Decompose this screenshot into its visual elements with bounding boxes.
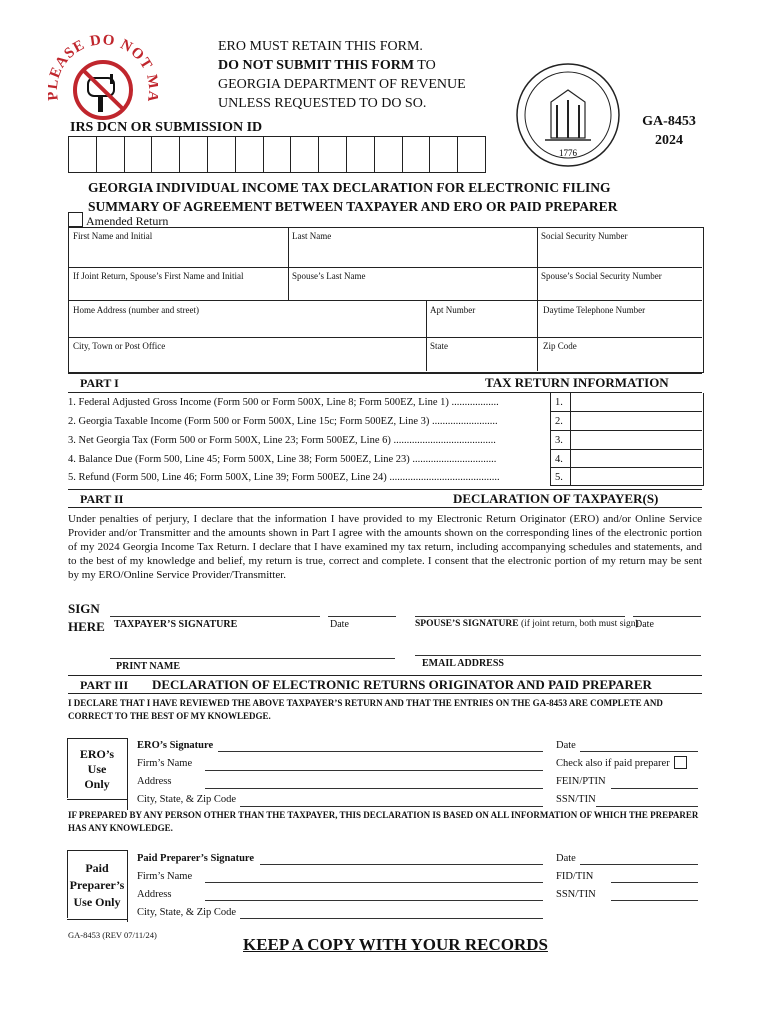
ero-address-line[interactable] <box>205 788 543 789</box>
part3-heading: DECLARATION OF ELECTRONIC RETURNS ORIGINATOR AND PAID PREPARER <box>152 677 652 692</box>
form-year: 2024 <box>655 133 683 148</box>
ero-fein-label: FEIN/PTIN <box>556 776 606 787</box>
preparer-firm-label: Firm’s Name <box>137 871 193 882</box>
part2-label: PART II <box>80 492 124 506</box>
notice-line4: UNLESS REQUESTED TO DO SO. <box>218 96 427 111</box>
seal-year: 1776 <box>559 148 577 158</box>
notice-line1: ERO MUST RETAIN THIS FORM. <box>218 39 423 54</box>
zip-code-field[interactable]: Zip Code <box>543 341 577 351</box>
ero-fein-line[interactable] <box>611 788 698 789</box>
preparer-city-line[interactable] <box>240 918 543 919</box>
ero-signature-label: ERO’s Signature <box>137 740 214 751</box>
preparer-signature-label: Paid Preparer’s Signature <box>137 853 255 864</box>
sign-label: SIGN <box>68 601 100 616</box>
part1-line-3: 3. Net Georgia Tax (Form 500 or Form 500X, Line 23; Form 500EZ, Line 6) ....................................... <box>68 435 496 446</box>
amount-box-1[interactable]: 1. <box>555 397 563 408</box>
paid-preparer-use-only-box: Paid Preparer’s Use Only <box>67 850 127 920</box>
ero-firm-line[interactable] <box>205 770 543 771</box>
keep-copy-notice: KEEP A COPY WITH YOUR RECORDS <box>243 935 548 954</box>
preparer-ssn-line[interactable] <box>611 900 698 901</box>
irs-dcn-label: IRS DCN OR SUBMISSION ID <box>70 120 263 135</box>
paid-preparer-check-label: Check also if paid preparer <box>556 758 670 769</box>
state-field[interactable]: State <box>430 341 448 351</box>
part1-label: PART I <box>80 376 119 390</box>
preparer-fid-label: FID/TIN <box>556 871 594 882</box>
taxpayer-date-label: Date <box>330 619 349 630</box>
preparer-address-label: Address <box>137 889 172 900</box>
ero-signature-line[interactable] <box>218 751 543 752</box>
do-not-mail-stamp <box>48 30 158 125</box>
part1-amount-boxes <box>550 393 704 486</box>
amount-box-3[interactable]: 3. <box>555 435 563 446</box>
part1-heading: TAX RETURN INFORMATION <box>485 375 669 390</box>
ssn-field[interactable]: Social Security Number <box>541 231 628 241</box>
amended-return-label: Amended Return <box>86 214 169 228</box>
spouse-signature-line[interactable] <box>415 616 625 617</box>
irs-dcn-input[interactable] <box>68 136 486 173</box>
taxpayer-signature-line[interactable] <box>110 616 320 617</box>
print-name-label: PRINT NAME <box>116 661 180 672</box>
ero-ssn-line[interactable] <box>596 806 698 807</box>
ero-declaration-text: I DECLARE THAT I HAVE REVIEWED THE ABOVE TAXPAYER’S RETURN AND THAT THE ENTRIES ON THE GA-8453 ARE COMPLETE AND CORRECT TO THE BEST OF MY KNOWLEDGE. <box>68 698 663 721</box>
ero-city-label: City, State, & Zip Code <box>137 794 237 805</box>
ero-city-line[interactable] <box>240 806 543 807</box>
notice-line3: GEORGIA DEPARTMENT OF REVENUE <box>218 77 466 92</box>
taxpayer-signature-label: TAXPAYER’S SIGNATURE <box>114 619 238 630</box>
notice-line2: DO NOT SUBMIT THIS FORM TO <box>218 58 436 73</box>
preparer-address-line[interactable] <box>205 900 543 901</box>
taxpayer-date-line[interactable] <box>328 616 396 617</box>
form-title-line2: SUMMARY OF AGREEMENT BETWEEN TAXPAYER AND ERO OR PAID PREPARER <box>88 199 618 214</box>
form-title-line1: GEORGIA INDIVIDUAL INCOME TAX DECLARATION FOR ELECTRONIC FILING <box>88 180 611 195</box>
last-name-field[interactable]: Last Name <box>292 231 332 241</box>
preparer-fid-line[interactable] <box>611 882 698 883</box>
ero-firm-label: Firm’s Name <box>137 758 193 769</box>
preparer-ssn-label: SSN/TIN <box>556 889 596 900</box>
preparer-date-line[interactable] <box>580 864 698 865</box>
ero-date-label: Date <box>556 740 576 751</box>
part3-label: PART III <box>80 678 129 692</box>
state-seal-icon <box>513 60 623 170</box>
preparer-signature-line[interactable] <box>260 864 543 865</box>
amount-box-2[interactable]: 2. <box>555 416 563 427</box>
daytime-phone-field[interactable]: Daytime Telephone Number <box>543 305 646 315</box>
email-address-label: EMAIL ADDRESS <box>422 658 504 669</box>
spouse-signature-label: SPOUSE’S SIGNATURE (if joint return, both must sign) <box>415 619 639 629</box>
spouse-date-label: Date <box>635 619 654 630</box>
spouse-last-name-field[interactable]: Spouse’s Last Name <box>292 271 366 281</box>
email-address-line[interactable] <box>415 655 701 656</box>
form-number: GA-8453 <box>642 114 696 129</box>
print-name-line[interactable] <box>110 658 395 659</box>
preparer-firm-line[interactable] <box>205 882 543 883</box>
home-address-field[interactable]: Home Address (number and street) <box>73 305 199 315</box>
part1-line-4: 4. Balance Due (Form 500, Line 45; Form 500X, Line 38; Form 500EZ, Line 23) ................................ <box>68 454 497 465</box>
spouse-date-line[interactable] <box>633 616 701 617</box>
first-name-field[interactable]: First Name and Initial <box>73 231 153 241</box>
georgia-seal <box>513 60 623 170</box>
ero-ssn-label: SSN/TIN <box>556 794 596 805</box>
amount-box-4[interactable]: 4. <box>555 454 563 465</box>
paid-preparer-checkbox[interactable] <box>674 756 687 769</box>
amount-box-5[interactable]: 5. <box>555 472 563 483</box>
form-revision: GA-8453 (REV 07/11/24) <box>68 930 157 940</box>
part1-line-2: 2. Georgia Taxable Income (Form 500 or Form 500X, Line 15c; Form 500EZ, Line 3) ......................... <box>68 416 498 427</box>
here-label: HERE <box>68 619 105 634</box>
ero-date-line[interactable] <box>580 751 698 752</box>
preparer-city-label: City, State, & Zip Code <box>137 907 237 918</box>
preparer-date-label: Date <box>556 853 576 864</box>
amended-return-checkbox[interactable] <box>68 212 83 227</box>
spouse-first-name-field[interactable]: If Joint Return, Spouse’s First Name and Initial <box>73 271 244 281</box>
part2-heading: DECLARATION OF TAXPAYER(S) <box>453 491 659 506</box>
city-field[interactable]: City, Town or Post Office <box>73 341 166 351</box>
stamp-ring-text: EASE DO NOT <box>48 32 156 81</box>
preparer-declaration-text: IF PREPARED BY ANY PERSON OTHER THAN THE TAXPAYER, THIS DECLARATION IS BASED ON ALL INFORMATION OF WHICH THE PREPARER HAS ANY KNOWLEDGE. <box>68 810 699 833</box>
taxpayer-declaration-text: Under penalties of perjury, I declare that the information I have provided to my Electronic Return Originator (ERO) and/or Online Service Provider and/or Transmitter and the amounts shown in Part I agree with the amounts shown on the corresponding lines of the electronic portion of my 2024 Georgia Income Tax Return. I declare that I have examined my tax return, including accompanying schedules and statements, and to the best of my knowledge and belief, my return is true, correct and complete. I consent that the electronic portion of my return may be sent by my ERO/Online Service Provider/Transmitter. <box>68 513 702 581</box>
ero-use-only-box: ERO’s Use Only <box>67 738 127 800</box>
no-mail-icon <box>48 30 158 125</box>
part1-line-1: 1. Federal Adjusted Gross Income (Form 500 or Form 500X, Line 8; Form 500EZ, Line 1) .................. <box>68 397 499 408</box>
ero-address-label: Address <box>137 776 172 787</box>
apt-number-field[interactable]: Apt Number <box>430 305 476 315</box>
spouse-ssn-field[interactable]: Spouse’s Social Security Number <box>541 271 662 281</box>
part1-line-5: 5. Refund (Form 500, Line 46; Form 500X, Line 39; Form 500EZ, Line 24) .......................................... <box>68 472 500 483</box>
